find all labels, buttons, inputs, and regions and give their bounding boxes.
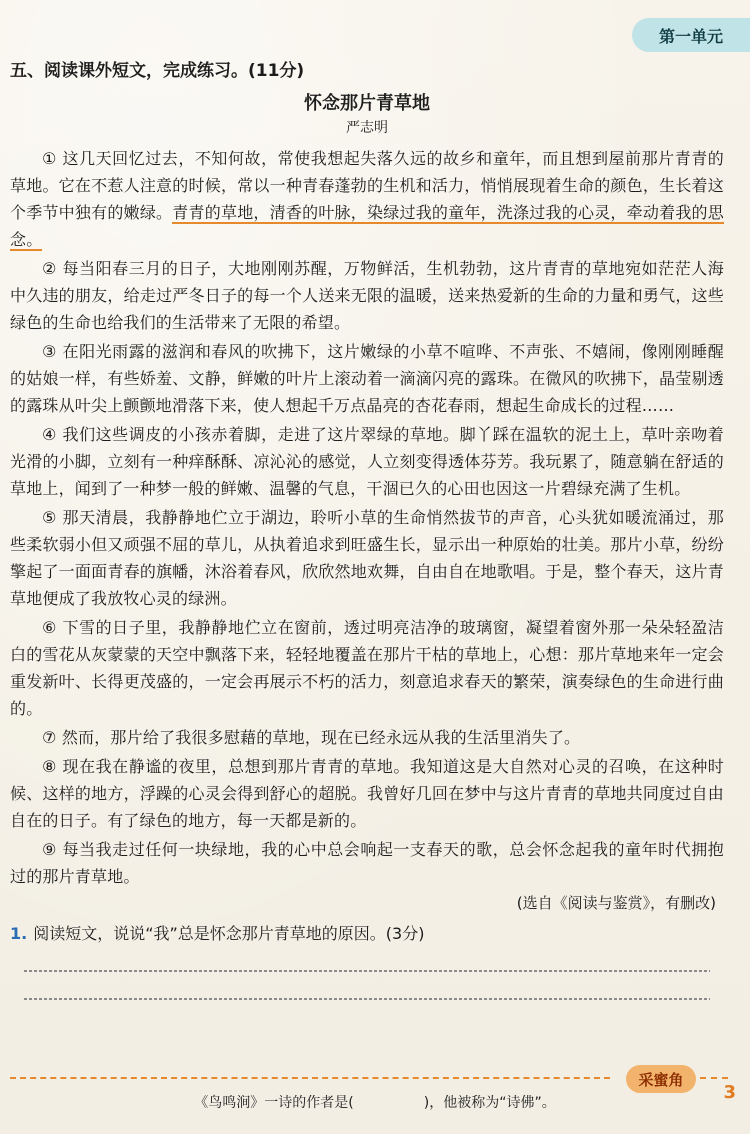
paragraph-1 (10, 145, 724, 253)
article-author: 严志明 (346, 120, 388, 136)
unit-tab (632, 18, 750, 52)
paragraph-8: ⑧ 现在我在静谧的夜里，总想到那片青青的草地。我知道这是大自然对心灵的召唤，在这种时候、这样的地方，浮躁的心灵会得到舒心的超脱。我曾好几回在梦中与这片青青的草地共同度过自由自在的日子。有了绿色的地方，每一天都是新的。 (10, 757, 724, 830)
answer-line-2[interactable] (24, 998, 710, 1000)
footer-sentence-after: )，他被称为“诗佛”。 (423, 1095, 556, 1111)
answer-line-1[interactable] (24, 970, 710, 972)
paragraph-1-text: ① 这几天回忆过去，不知何故，常使我想起失落久远的故乡和童年，而且想到屋前那片青青的草地。它在不惹人注意的时候，常以一种青春蓬勃的生机和活力，悄悄展现着生命的颜色，生长着这个季节中独有的嫩绿。 (10, 149, 724, 222)
footer-tag-label: 采蜜角 (638, 1070, 684, 1089)
paragraph-6: ⑥ 下雪的日子里，我静静地伫立在窗前，透过明亮洁净的玻璃窗，凝望着窗外那一朵朵轻盈洁白的雪花从灰蒙蒙的天空中飘落下来，轻轻地覆盖在那片干枯的草地上，心想：那片草地来年一定会重发新叶、长得更茂盛的，一定会再展示不朽的活力，刻意追求春天的繁荣，演奏绿色的生命进行曲的。 (10, 618, 724, 718)
footer-sentence (0, 1092, 750, 1112)
paragraph-1-underlined: 青青的草地，清香的叶脉，染绿过我的童年，洗涤过我的心灵，牵动着我的思念。 (10, 203, 724, 249)
paragraph-5: ⑤ 那天清晨，我静静地伫立于湖边，聆听小草的生命悄然拔节的声音，心头犹如暖流涌过，那些柔软弱小但又顽强不屈的草儿，从执着追求到旺盛生长，显示出一种原始的壮美。那片小草，纷纷擎起了一面面青春的旗幡，沐浴着春风，欣欣然地欢舞，自由自在地歌唱。于是，整个春天，这片青草地便成了我放牧心灵的绿洲。 (10, 508, 724, 608)
question-number: 1. (10, 924, 28, 943)
question-1 (10, 921, 724, 944)
paragraph-9: ⑨ 每当我走过任何一块绿地，我的心中总会响起一支春天的歌，总会怀念起我的童年时代拥抱过的那片青草地。 (10, 840, 724, 886)
paragraph-4: ④ 我们这些调皮的小孩赤着脚，走进了这片翠绿的草地。脚丫踩在温软的泥土上，草叶亲吻着光滑的小脚，立刻有一种痒酥酥、凉沁沁的感觉，人立刻变得透体芬芳。我玩累了，随意躺在舒适的草地上，闻到了一种梦一般的鲜嫩、温馨的气息，干涸已久的心田也因这一片碧绿充满了生机。 (10, 425, 724, 498)
page-content (10, 56, 724, 1000)
page-number: 3 (723, 1082, 736, 1103)
footer-divider-right (700, 1077, 728, 1079)
footer-blank[interactable] (354, 1092, 424, 1112)
article-title: 怀念那片青草地 (304, 93, 430, 114)
section-title: 五、阅读课外短文，完成练习。(11分) (10, 61, 305, 81)
paragraph-2: ② 每当阳春三月的日子，大地刚刚苏醒，万物鲜活，生机勃勃，这片青青的草地宛如茫茫人海中久违的朋友，给走过严冬日子的每一个人送来无限的温暖，送来热爱新的生命的力量和勇气，这些绿色的生命也给我们的生活带来了无限的希望。 (10, 259, 724, 332)
footer-tag (626, 1065, 696, 1093)
question-text: 阅读短文，说说“我”总是怀念那片青草地的原因。(3分) (33, 924, 425, 943)
article-source: (选自《阅读与鉴赏》，有删改) (516, 894, 716, 912)
unit-label: 第一单元 (658, 26, 723, 46)
footer-divider (10, 1077, 610, 1079)
paragraph-3: ③ 在阳光雨露的滋润和春风的吹拂下，这片嫩绿的小草不喧哗、不声张、不嬉闹，像刚刚睡醒的姑娘一样，有些娇羞、文静，鲜嫩的叶片上滚动着一滴滴闪亮的露珠。在微风的吹拂下，晶莹剔透的露珠从叶尖上颤颤地滑落下来，使人想起千万点晶亮的杏花春雨，想起生命成长的过程…… (10, 342, 724, 415)
footer-sentence-before: 《鸟鸣涧》一诗的作者是( (194, 1095, 354, 1111)
paragraph-7: ⑦ 然而，那片给了我很多慰藉的草地，现在已经永远从我的生活里消失了。 (42, 728, 581, 747)
